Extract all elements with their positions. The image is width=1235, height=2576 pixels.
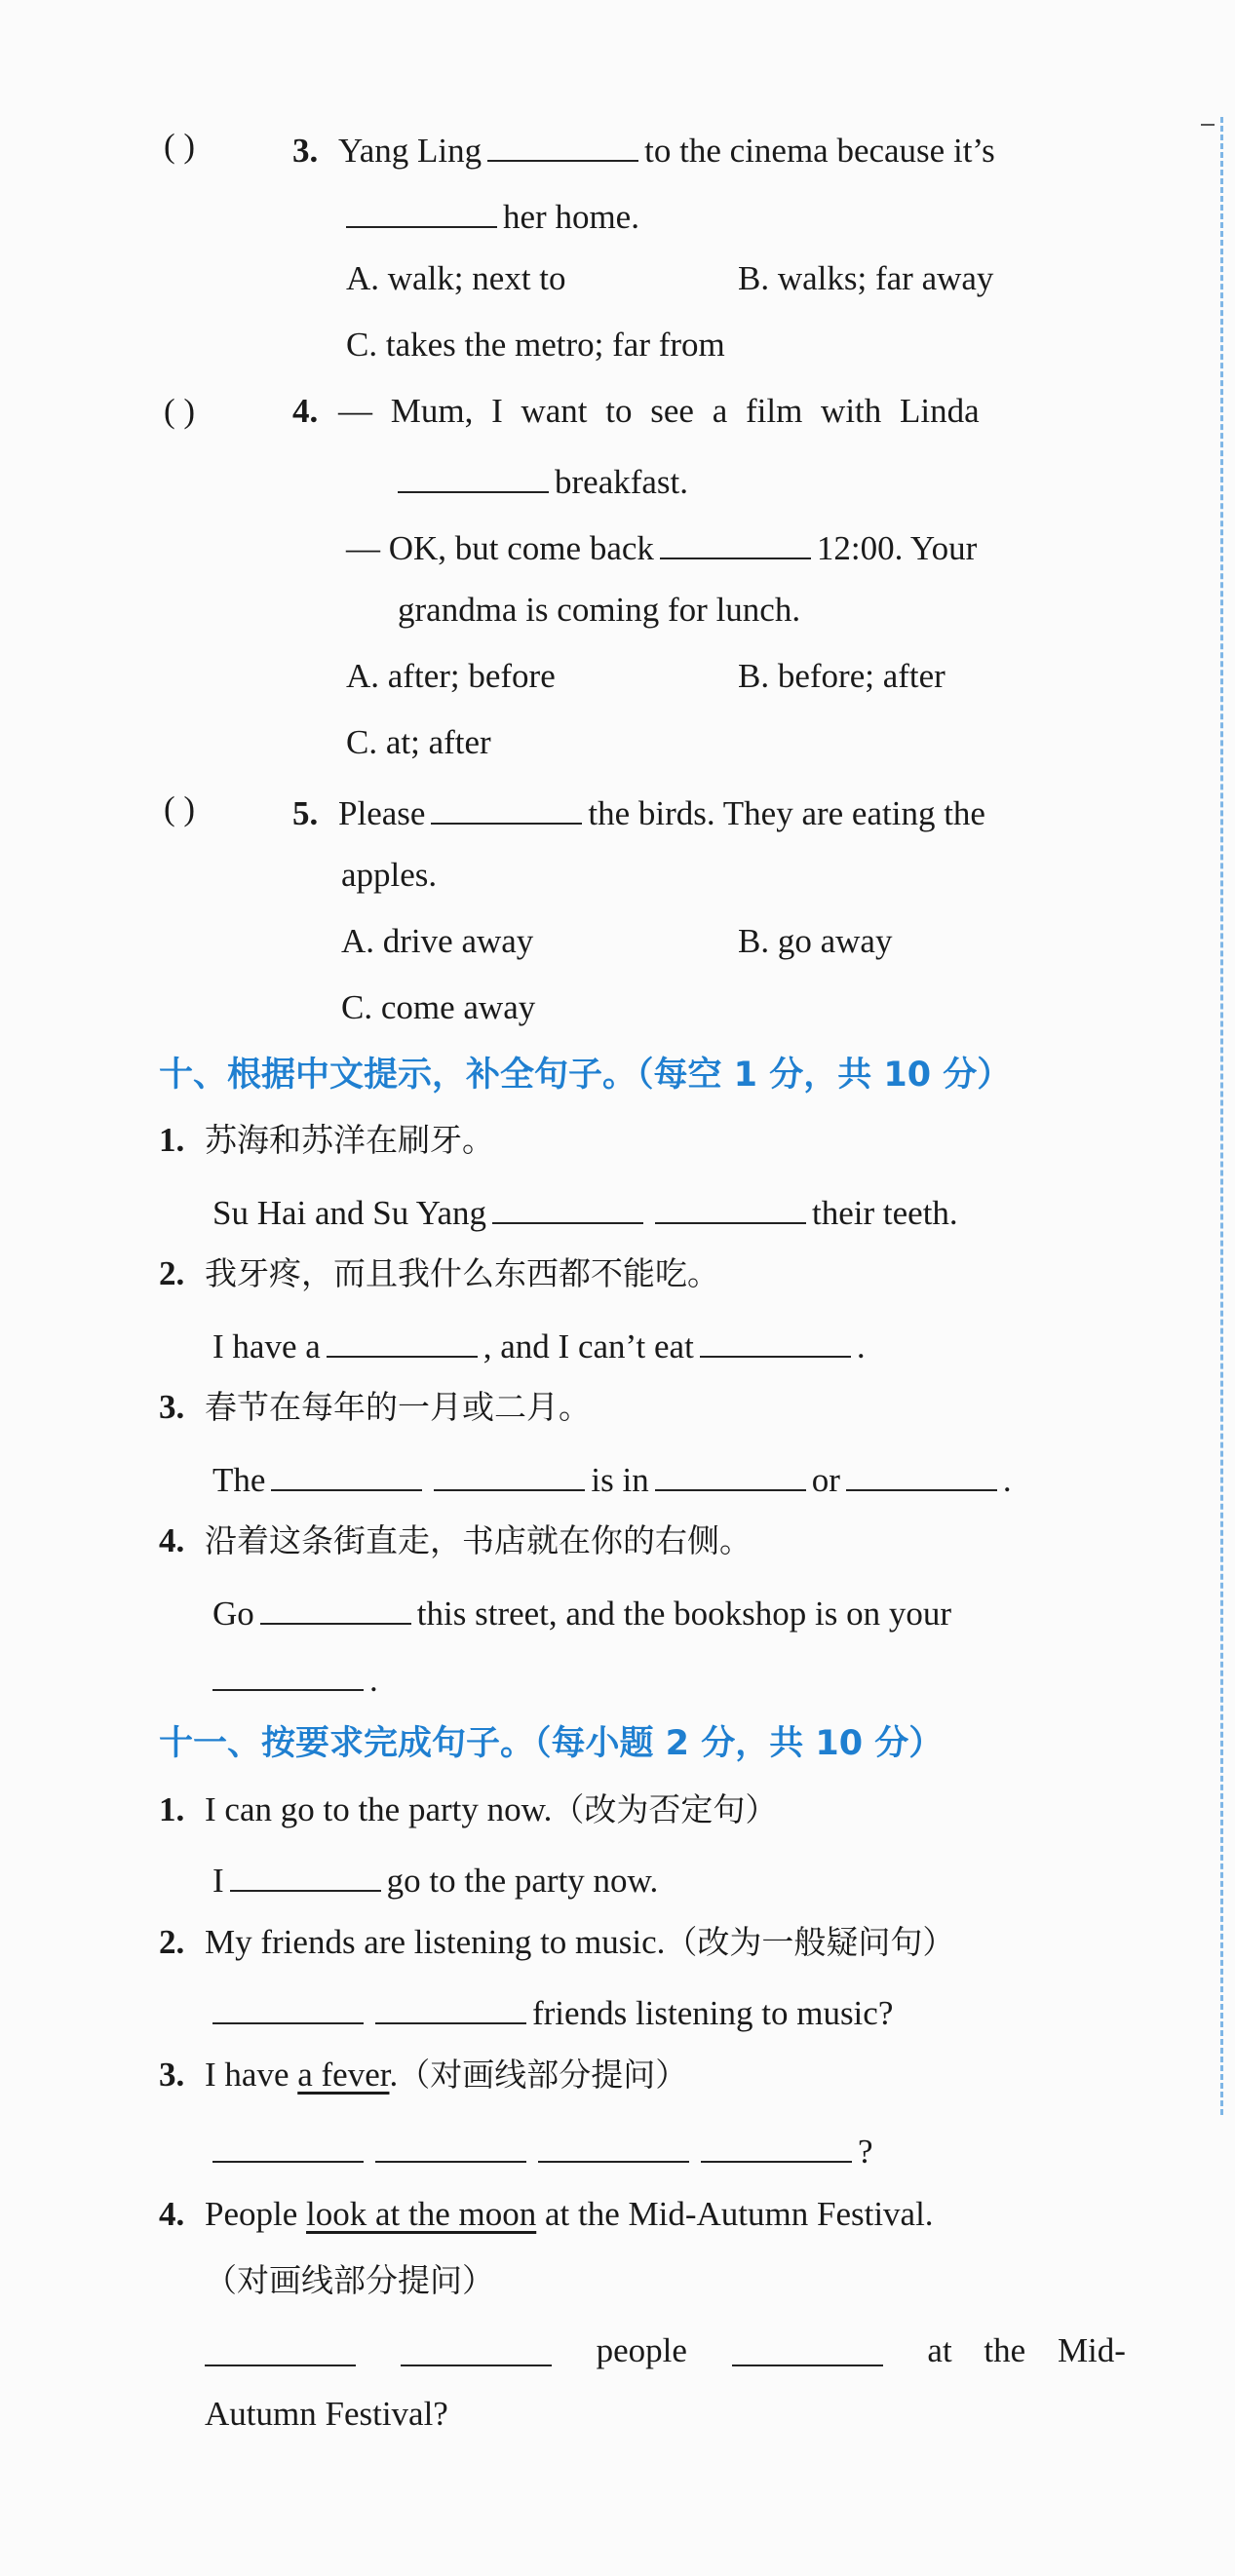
q4-option-b: B. before; after	[738, 657, 946, 695]
blank[interactable]	[655, 1187, 806, 1224]
blank[interactable]	[230, 1855, 381, 1892]
question-5-line2: apples.	[341, 856, 438, 894]
q3-option-b: B. walks; far away	[738, 259, 994, 297]
dashed-margin-line	[1220, 117, 1223, 2115]
question-4-line4: grandma is coming for lunch.	[398, 591, 801, 629]
s10-item-4-en-line2: .	[212, 1654, 378, 1702]
s10-item-4-cn: 4. 沿着这条街直走，书店就在你的右侧。	[159, 1521, 752, 1559]
s10-item-3-cn: 3. 春节在每年的一月或二月。	[159, 1388, 591, 1426]
answer-paren-q4[interactable]: ( )	[164, 392, 196, 430]
s11-item-3-q: 3. I have a fever.（对画线部分提问）	[159, 2056, 688, 2094]
question-4-line2: breakfast.	[398, 456, 688, 504]
s10-item-1-cn: 1. 苏海和苏洋在刷牙。	[159, 1121, 494, 1159]
s11-item-4-q: 4. People look at the moon at the Mid-Autumn Festival.	[159, 2195, 934, 2233]
blank[interactable]	[538, 2126, 689, 2163]
section-10-heading: 十、根据中文提示，补全句子。（每空 1 分，共 10 分）	[159, 1056, 1012, 1095]
s11-item-2-q: 2. My friends are listening to music.（改为一般疑问句）	[159, 1923, 955, 1961]
question-3-line2: her home.	[346, 191, 639, 239]
question-4-line3: — OK, but come back 12:00. Your	[346, 522, 977, 570]
question-5-line1: 5. Please the birds. They are eating the	[292, 788, 985, 835]
blank[interactable]	[327, 1321, 478, 1358]
question-3-line1: 3. Yang Ling to the cinema because it’s	[292, 125, 1140, 173]
s10-item-2-en: I have a , and I can’t eat .	[212, 1321, 866, 1368]
s11-item-1-q: 1. I can go to the party now.（改为否定句）	[159, 1790, 778, 1828]
blank[interactable]	[260, 1588, 411, 1625]
blank[interactable]	[434, 1454, 585, 1491]
q5-option-c: C. come away	[341, 988, 536, 1026]
blank[interactable]	[700, 1321, 851, 1358]
s11-item-4-a-line2: Autumn Festival?	[205, 2395, 448, 2433]
section-11-heading: 十一、按要求完成句子。（每小题 2 分，共 10 分）	[159, 1724, 944, 1763]
s11-item-1-a: I go to the party now.	[212, 1855, 658, 1903]
blank[interactable]	[401, 2329, 552, 2366]
blank[interactable]	[846, 1454, 997, 1491]
s10-item-1-en: Su Hai and Su Yang their teeth.	[212, 1187, 958, 1235]
blank[interactable]	[346, 191, 497, 228]
q3-option-c: C. takes the metro; far from	[346, 326, 725, 364]
s10-item-3-en: The is in or .	[212, 1454, 1012, 1502]
blank[interactable]	[431, 788, 582, 825]
q4-option-c: C. at; after	[346, 723, 491, 761]
s10-item-4-en: Go this street, and the bookshop is on your	[212, 1588, 951, 1635]
blank[interactable]	[660, 522, 811, 559]
blank[interactable]	[212, 1654, 364, 1691]
q5-option-b: B. go away	[738, 922, 893, 960]
blank[interactable]	[655, 1454, 806, 1491]
q3-option-a: A. walk; next to	[346, 259, 566, 297]
blank[interactable]	[271, 1454, 422, 1491]
blank[interactable]	[487, 125, 638, 162]
answer-paren-q5[interactable]: ( )	[164, 789, 196, 827]
question-4-line1: 4. — Mum, I want to see a film with Linda	[292, 392, 980, 430]
s11-item-4-instr: （对画线部分提问）	[205, 2261, 494, 2299]
s11-item-4-a: people at the Mid-	[205, 2329, 1126, 2372]
s10-item-2-cn: 2. 我牙疼，而且我什么东西都不能吃。	[159, 1254, 719, 1292]
s11-item-3-a: ?	[212, 2126, 873, 2173]
q4-option-a: A. after; before	[346, 657, 556, 695]
blank[interactable]	[492, 1187, 643, 1224]
margin-tick	[1201, 124, 1215, 126]
q5-option-a: A. drive away	[341, 922, 534, 960]
blank[interactable]	[212, 1987, 364, 2024]
blank[interactable]	[375, 1987, 526, 2024]
answer-paren-q3[interactable]: ( )	[164, 127, 196, 165]
blank[interactable]	[732, 2329, 883, 2366]
s11-item-2-a: friends listening to music?	[212, 1987, 893, 2035]
blank[interactable]	[375, 2126, 526, 2163]
blank[interactable]	[701, 2126, 852, 2163]
blank[interactable]	[212, 2126, 364, 2163]
blank[interactable]	[205, 2329, 356, 2366]
blank[interactable]	[398, 456, 549, 493]
